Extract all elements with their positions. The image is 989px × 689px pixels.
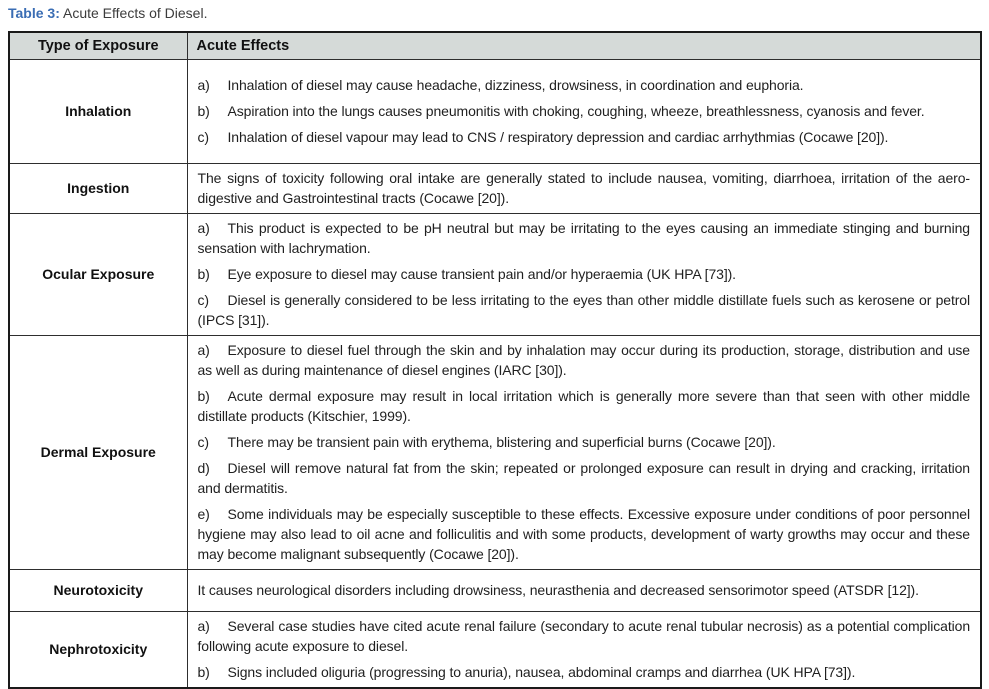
item-letter-marker: b) (197, 663, 210, 680)
item-letter-marker: b) (197, 102, 210, 119)
effect-item (198, 504, 971, 564)
item-text: Eye exposure to diesel may cause transient pain and/or hyperaemia (UK HPA [73]). (227, 265, 736, 282)
exposure-type-cell: Nephrotoxicity (9, 611, 187, 688)
acute-effects-cell (187, 59, 981, 163)
item-text: Inhalation of diesel vapour may lead to CNS / respiratory depression and cardiac arrhythmias (Cocawe [20]). (227, 128, 889, 145)
table-body (9, 59, 981, 688)
item-letter-marker: c) (197, 433, 209, 450)
item-text: Several case studies have cited acute renal failure (secondary to acute renal tubular necrosis) as a potential complication following acute exposure to diesel. (197, 617, 970, 654)
column-header-type-of-exposure: Type of Exposure (9, 32, 187, 59)
effect-item (198, 616, 971, 656)
effect-item (198, 432, 971, 452)
table-row (9, 163, 981, 213)
item-text: Inhalation of diesel may cause headache, dizziness, drowsiness, in coordination and euphoria. (227, 76, 804, 93)
acute-effects-cell (187, 611, 981, 688)
table-caption-label: Table 3: (8, 5, 60, 21)
item-text: Signs included oliguria (progressing to anuria), nausea, abdominal cramps and diarrhea (UK HPA [73]). (227, 663, 856, 680)
effect-item (198, 340, 971, 380)
exposure-type-cell: Ingestion (9, 163, 187, 213)
acute-effects-cell (187, 335, 981, 569)
exposure-type-cell: Neurotoxicity (9, 569, 187, 611)
item-letter-marker: a) (197, 617, 210, 634)
item-letter-marker: b) (197, 387, 210, 404)
item-letter-marker: b) (197, 265, 210, 282)
item-text: Aspiration into the lungs causes pneumonitis with choking, coughing, wheeze, breathlessness, cyanosis and fever. (227, 102, 925, 119)
table-caption (8, 4, 982, 22)
table-caption-text: Acute Effects of Diesel. (59, 5, 208, 21)
table-row (9, 335, 981, 569)
effect-item (198, 580, 971, 600)
effect-item (198, 218, 971, 258)
exposure-type-cell: Inhalation (9, 59, 187, 163)
acute-effects-table (8, 31, 982, 689)
effect-item (198, 127, 971, 147)
table-row (9, 611, 981, 688)
table-row (9, 213, 981, 335)
item-letter-marker: c) (197, 291, 209, 308)
effect-item (198, 290, 971, 330)
effect-item (198, 75, 971, 95)
item-text: It causes neurological disorders including drowsiness, neurasthenia and decreased sensorimotor speed (ATSDR [12]). (197, 581, 919, 598)
item-letter-marker: a) (197, 219, 210, 236)
item-letter-marker: d) (197, 459, 210, 476)
table-row (9, 59, 981, 163)
effect-item (198, 662, 971, 682)
table-header-row (9, 32, 981, 59)
item-text: There may be transient pain with erythema, blistering and superficial burns (Cocawe [20]). (227, 433, 776, 450)
effect-item (198, 101, 971, 121)
acute-effects-cell (187, 163, 981, 213)
acute-effects-cell (187, 213, 981, 335)
item-text: Diesel is generally considered to be less irritating to the eyes than other middle distillate fuels such as kerosene or petrol (IPCS [31]). (197, 291, 970, 328)
item-letter-marker: e) (197, 505, 210, 522)
item-text: Diesel will remove natural fat from the skin; repeated or prolonged exposure can result in drying and cracking, irritation and dermatitis. (197, 459, 970, 496)
exposure-type-cell: Dermal Exposure (9, 335, 187, 569)
item-text: The signs of toxicity following oral intake are generally stated to include nausea, vomiting, diarrhoea, irritation of the aero-digestive and Gastrointestinal tracts (Cocawe [20]). (197, 169, 970, 206)
item-letter-marker: a) (197, 76, 210, 93)
effect-item (198, 264, 971, 284)
item-letter-marker: a) (197, 341, 210, 358)
item-text: Exposure to diesel fuel through the skin and by inhalation may occur during its production, storage, distribution and use as well as during maintenance of diesel engines (IARC [30]). (197, 341, 970, 378)
effect-item (198, 168, 971, 208)
table-row (9, 569, 981, 611)
item-text: Acute dermal exposure may result in local irritation which is generally more severe than that seen with other middle distillate products (Kitschier, 1999). (197, 387, 970, 424)
item-letter-marker: c) (197, 128, 209, 145)
exposure-type-cell: Ocular Exposure (9, 213, 187, 335)
column-header-acute-effects: Acute Effects (187, 32, 981, 59)
effect-item (198, 386, 971, 426)
effect-item (198, 458, 971, 498)
acute-effects-cell (187, 569, 981, 611)
item-text: This product is expected to be pH neutral but may be irritating to the eyes causing an immediate stinging and burning sensation with lachrymation. (197, 219, 970, 256)
item-text: Some individuals may be especially susceptible to these effects. Excessive exposure under conditions of poor personnel hygiene may also lead to oil acne and folliculitis and with some products, development of warty growths may occur and these may become malignant subsequently (Cocawe [20]). (197, 505, 970, 562)
